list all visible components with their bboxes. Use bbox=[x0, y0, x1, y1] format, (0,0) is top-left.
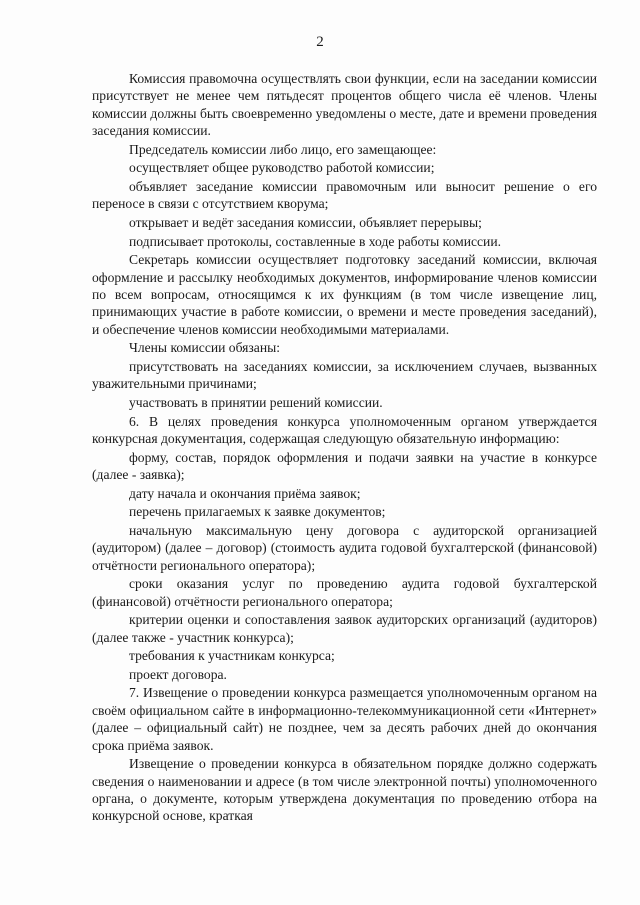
paragraph: 7. Извещение о проведении конкурса размещается уполномоченным органом на своём официальном сайте в информационно-телекоммуникационной сети «Интернет» (далее – официальный сайт) не позднее, чем за десять рабочих дней до окончания срока приёма заявок. bbox=[92, 685, 597, 753]
paragraph: Председатель комиссии либо лицо, его замещающее: bbox=[129, 141, 437, 157]
paragraph: Извещение о проведении конкурса в обязательном порядке должно содержать сведения о наименовании и адресе (в том числе электронной почты) уполномоченного органа, о документе, которым утверждена документация по проведению отбора на конкурсной основе, краткая bbox=[92, 756, 597, 824]
paragraph: требования к участникам конкурса; bbox=[129, 648, 335, 664]
paragraph: проект договора. bbox=[129, 666, 227, 682]
paragraph: Секретарь комиссии осуществляет подготовку заседаний комиссии, включая оформление и рассылку необходимых документов, информирование членов комиссии по всем вопросам, относящимся к их функциям (в том числе извещение лиц, принимающих участие в работе комиссии, о времени и месте проведения заседаний), и обеспечение членов комиссии необходимыми материалами. bbox=[92, 252, 597, 337]
paragraph: Комиссия правомочна осуществлять свои функции, если на заседании комиссии присутствует не менее чем пятьдесят процентов общего числа её членов. Члены комиссии должны быть своевременно уведомлены о месте, дате и времени проведения заседания комиссии. bbox=[92, 71, 597, 139]
paragraph: перечень прилагаемых к заявке документов; bbox=[129, 504, 386, 520]
page-number: 2 bbox=[316, 34, 324, 50]
paragraph: дату начала и окончания приёма заявок; bbox=[129, 485, 361, 501]
paragraph: форму, состав, порядок оформления и подачи заявки на участие в конкурсе (далее - заявка); bbox=[92, 449, 597, 482]
paragraph: сроки оказания услуг по проведению аудита годовой бухгалтерской (финансовой) отчётности регионального оператора; bbox=[92, 576, 597, 609]
paragraph: открывает и ведёт заседания комиссии, объявляет перерывы; bbox=[129, 215, 482, 230]
document-body bbox=[92, 70, 597, 826]
paragraph: объявляет заседание комиссии правомочным или выносит решение о его переносе в связи с отсутствием кворума; bbox=[92, 179, 597, 212]
paragraph: осуществляет общее руководство работой комиссии; bbox=[129, 160, 435, 176]
paragraph: подписывает протоколы, составленные в ходе работы комиссии. bbox=[129, 233, 501, 249]
paragraph: Члены комиссии обязаны: bbox=[129, 340, 281, 356]
paragraph: присутствовать на заседаниях комиссии, за исключением случаев, вызванных уважительными причинами; bbox=[92, 359, 597, 392]
paragraph: начальную максимальную цену договора с аудиторской организацией (аудитором) (далее – договор) (стоимость аудита годовой бухгалтерской (финансовой) отчётности регионального оператора); bbox=[92, 522, 597, 573]
paragraph: критерии оценки и сопоставления заявок аудиторских организаций (аудиторов) (далее также - участник конкурса); bbox=[92, 612, 597, 645]
paragraph: участвовать в принятии решений комиссии. bbox=[129, 395, 383, 410]
paragraph: 6. В целях проведения конкурса уполномоченным органом утверждается конкурсная документация, содержащая следующую обязательную информацию: bbox=[92, 413, 597, 446]
